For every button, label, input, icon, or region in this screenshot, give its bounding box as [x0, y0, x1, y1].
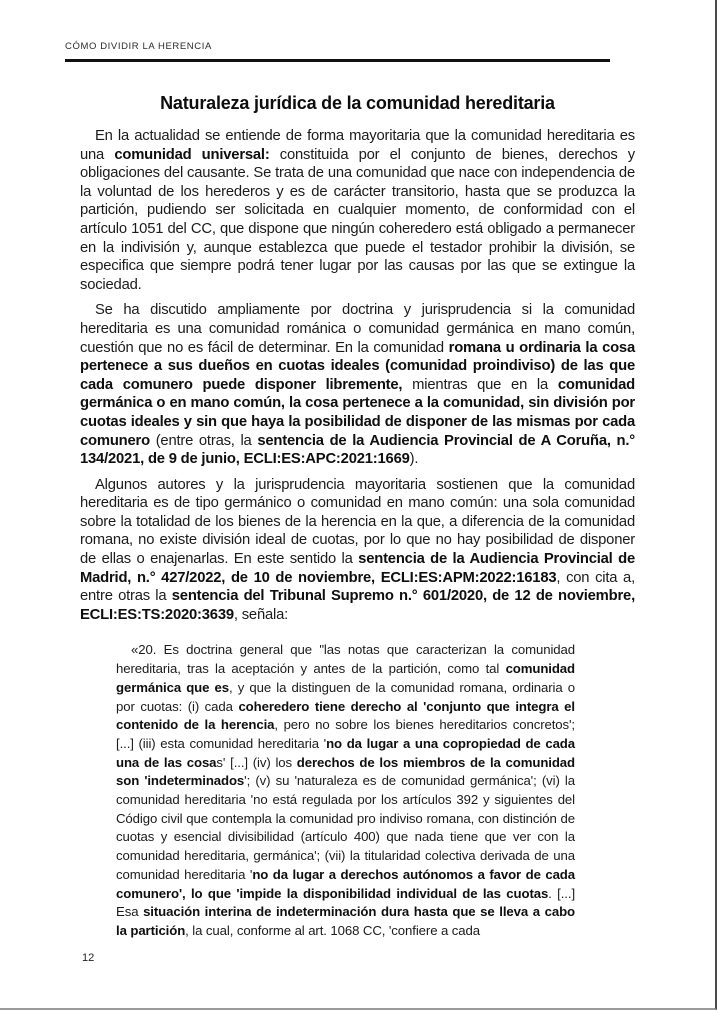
running-head: CÓMO DIVIDIR LA HERENCIA	[65, 41, 212, 52]
header-rule-divider	[65, 59, 610, 62]
page-number: 12	[82, 952, 95, 964]
page-header	[65, 41, 610, 62]
body-paragraph: En la actualidad se entiende de forma mayoritaria que la comunidad hereditaria es una comunidad universal: constituida por el conjunto de bienes, derechos y obligaciones del causante. Se trata de una comunidad que nace con independencia de la voluntad de los herederos y es de carácter transitorio, hasta que se produzca la partición, pudiendo ser solicitada en cualquier momento, de conformidad con el artículo 1051 del CC, que dispone que ningún coheredero está obligado a permanecer en la indivisión y, aunque establezca que puede el testador prohibir la división, se especifica que siempre podrá tener lugar por las causas por las que se extingue la sociedad.	[80, 128, 636, 293]
text-block	[80, 93, 635, 624]
block-quote: «20. Es doctrina general que "las notas que caracterizan la comunidad hereditaria, tras la aceptación y antes de la partición, como tal comunidad germánica que es, y que la distinguen de la comunidad romana, ordinaria o por cuotas: (i) cada coheredero tiene derecho al 'conjunto que integra el contenido de la herencia, pero no sobre los bienes hereditarios concretos'; [...] (iii) esta comunidad hereditaria 'no da lugar a una copropiedad de cada una de las cosas' [...] (iv) los derechos de los miembros de la comunidad son 'indeterminados'; (v) su 'naturaleza es de comunidad germánica'; (vi) la comunidad hereditaria 'no está regulada por los artículos 392 y siguientes del Código civil que contempla la comunidad pro indiviso romana, con distinción de cuotas y esencial divisibilidad (artículo 400) que nada tiene que ver con la comunidad hereditaria, germánica'; (vii) la titularidad colectiva derivada de una comunidad hereditaria 'no da lugar a derechos autónomos a favor de cada comunero', lo que 'impide la disponibilidad individual de las cuotas. [...] Esa situación interina de indeterminación dura hasta que se lleva a cabo la partición, la cual, conforme al art. 1068 CC, 'confiere a cada	[116, 642, 576, 938]
body-paragraph: Algunos autores y la jurisprudencia mayoritaria sostienen que la comunidad hereditaria es de tipo germánico o comunidad en mano común: una sola comunidad sobre la totalidad de los bienes de la herencia en la que, a diferencia de la comunidad romana, no existe división ideal de cuotas, por lo que no hay posibilidad de disponer de ellas o enajenarlas. En este sentido la sentencia de la Audiencia Provincial de Madrid, n.° 427/2022, de 10 de noviembre, ECLI:ES:APM:2022:16183, con cita a, entre otras la sentencia del Tribunal Supremo n.° 601/2020, de 12 de noviembre, ECLI:ES:TS:2020:3639, señala:	[80, 476, 635, 623]
page-title: Naturaleza jurídica de la comunidad hereditaria	[160, 93, 555, 113]
body-paragraph: Se ha discutido ampliamente por doctrina y jurisprudencia si la comunidad hereditaria es una comunidad románica o comunidad germánica en mano común, cuestión que no es fácil de determinar. En la comunidad romana u ordinaria la cosa pertenece a sus dueños en cuotas ideales (comunidad proindiviso) de las que cada comunero puede disponer libremente, mientras que en la comunidad germánica o en mano común, la cosa pertenece a la comunidad, sin división por cuotas ideales y sin que haya la posibilidad de disponer de las mismas por cada comunero (entre otras, la sentencia de la Audiencia Provincial de A Coruña, n.° 134/2021, de 9 de junio, ECLI:ES:APC:2021:1669).	[80, 302, 635, 468]
